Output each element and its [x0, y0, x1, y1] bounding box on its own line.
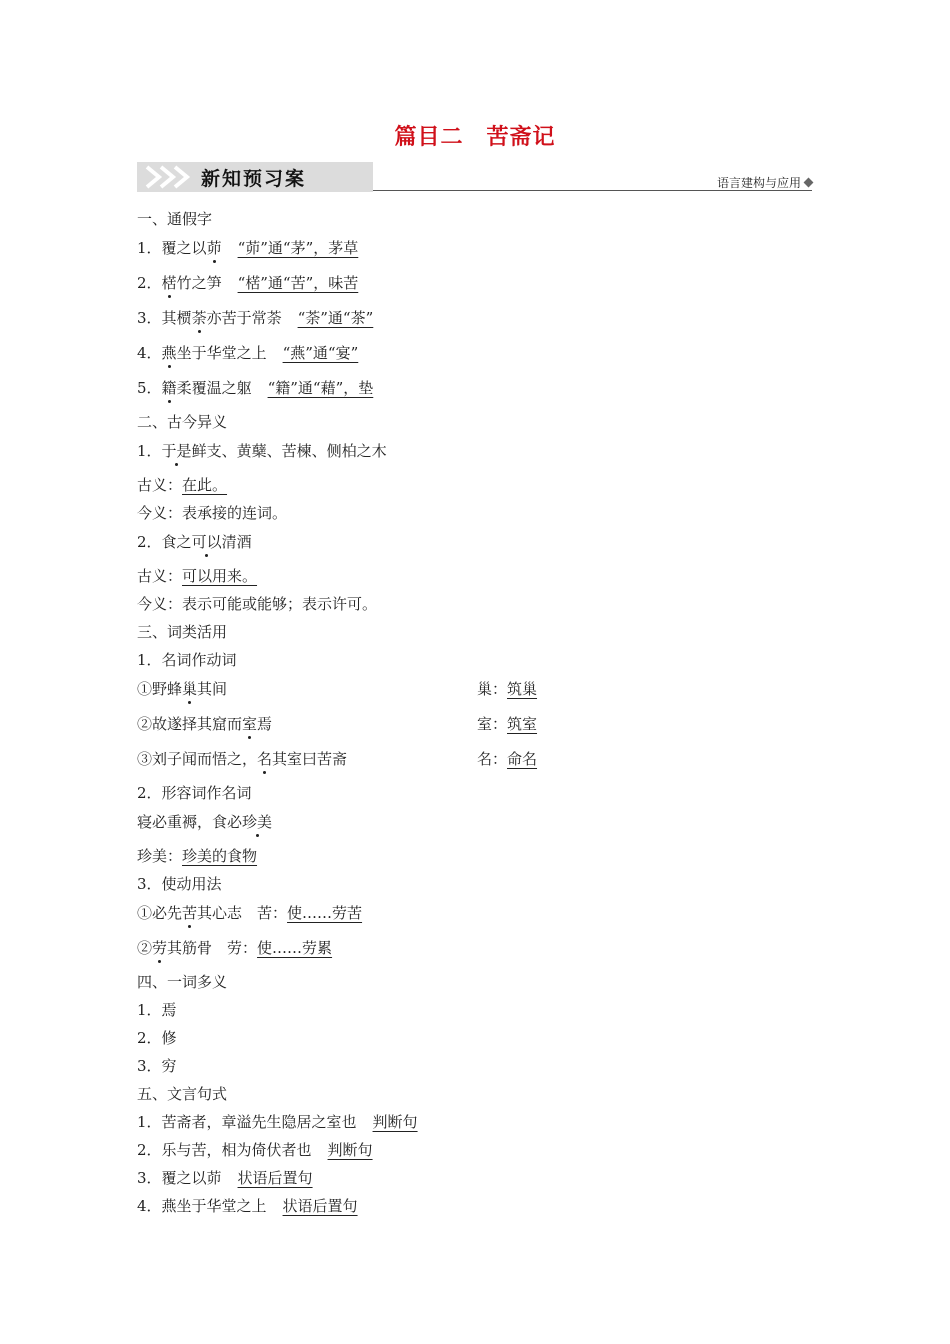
- list-item: [137, 1164, 812, 1192]
- banner-tag-text: 语言建构与应用: [716, 176, 801, 190]
- meaning-label: 古义：: [137, 567, 183, 585]
- list-item: [137, 527, 812, 562]
- list-item: [137, 709, 812, 744]
- item-number: 1．: [137, 239, 162, 257]
- list-item: [137, 268, 812, 303]
- dotted-word: 茆: [206, 239, 222, 257]
- answer-column: [477, 744, 537, 774]
- item-text: 4．燕坐于华堂之上: [137, 1197, 267, 1215]
- item-text: 其槚: [161, 309, 192, 327]
- item-text: ①野蜂: [137, 680, 183, 698]
- dotted-word: 可以: [191, 533, 222, 551]
- diamond-icon: [804, 178, 814, 188]
- item-text: 2．乐与苦，相为倚伏者也: [137, 1141, 312, 1159]
- list-item: [137, 373, 812, 408]
- answer: “荼”通“茶”: [297, 309, 374, 327]
- list-item: [137, 233, 812, 268]
- answer-column: [477, 709, 537, 739]
- meaning-label: 古义：: [137, 476, 183, 494]
- section-heading: 三、词类活用: [137, 623, 228, 641]
- answer-label: 名：: [477, 750, 508, 768]
- item-number: 1．: [137, 442, 162, 460]
- item-text: 焉: [257, 715, 273, 733]
- list-item: [137, 744, 812, 779]
- dotted-word: 苦: [182, 904, 198, 922]
- answer-column: [477, 674, 537, 704]
- answer: 命名: [507, 750, 538, 768]
- dotted-word: 楛: [161, 274, 177, 292]
- item-text: 鲜支、黄蘖、苦楝、侧柏之木: [191, 442, 387, 460]
- item-text: 寝必重褥，食必: [137, 813, 243, 831]
- item-text: 其室曰苦斋: [272, 750, 348, 768]
- item-text: 3．覆之以茆: [137, 1169, 222, 1187]
- dotted-word: 室: [242, 715, 258, 733]
- item-number: 5．: [137, 379, 162, 397]
- meaning-line: 今义：表承接的连词。: [137, 504, 288, 522]
- list-item: [137, 338, 812, 373]
- section-heading: 五、文言句式: [137, 1085, 228, 1103]
- section-banner: [137, 160, 812, 194]
- answer: “燕”通“宴”: [282, 344, 359, 362]
- answer: 筑巢: [507, 680, 538, 698]
- meaning-line: [137, 842, 812, 870]
- answer-label: 珍美：: [137, 847, 183, 865]
- list-item: [137, 1108, 812, 1136]
- dotted-word: 燕: [161, 344, 177, 362]
- list-item: [137, 807, 812, 842]
- answer: 使……劳苦: [287, 904, 363, 922]
- answer: 筑室: [507, 715, 538, 733]
- item-text: ②: [137, 939, 153, 957]
- item-text: 食之: [161, 533, 192, 551]
- list-item: [137, 1136, 812, 1164]
- dotted-word: 籍: [161, 379, 177, 397]
- list-item: [137, 674, 812, 709]
- answer: 可以用来。: [182, 567, 258, 585]
- banner-tag: [717, 174, 812, 191]
- section-heading: 二、古今异义: [137, 413, 228, 431]
- list-item: 3．穷: [137, 1057, 177, 1075]
- item-number: 3．: [137, 309, 162, 327]
- item-text: 覆之以: [161, 239, 207, 257]
- item-text: 清酒: [221, 533, 252, 551]
- answer-label: 室：: [477, 715, 508, 733]
- dotted-word: 珍美: [242, 813, 273, 831]
- list-item: [137, 1192, 812, 1220]
- answer: 状语后置句: [282, 1197, 358, 1215]
- section-heading: 一、通假字: [137, 210, 213, 228]
- list-item: [137, 898, 812, 933]
- banner-label: 新知预习案: [201, 168, 307, 190]
- dotted-word: 劳: [152, 939, 168, 957]
- dotted-word: 名: [257, 750, 273, 768]
- meaning-line: [137, 562, 812, 590]
- dotted-word: 于是: [161, 442, 192, 460]
- item-text: ①必先: [137, 904, 183, 922]
- banner-box: [137, 162, 373, 192]
- item-text: 其筋骨 劳：: [167, 939, 258, 957]
- answer: 使……劳累: [257, 939, 333, 957]
- chevron-arrows-icon: [143, 165, 195, 189]
- list-item: [137, 303, 812, 338]
- answer: “茆”通“茅”，茅草: [237, 239, 359, 257]
- answer-label: 巢：: [477, 680, 508, 698]
- list-item: [137, 933, 812, 968]
- item-text: ③刘子闻而悟之，: [137, 750, 258, 768]
- item-number: 2．: [137, 274, 162, 292]
- content: [137, 205, 812, 1220]
- item-text: 1．苦斋者，章溢先生隐居之室也: [137, 1113, 357, 1131]
- sub-heading: 1．名词作动词: [137, 651, 237, 669]
- page-title: 篇目二 苦斋记: [394, 125, 556, 150]
- answer: “楛”通“苦”，味苦: [237, 274, 359, 292]
- list-item: [137, 436, 812, 471]
- sub-heading: 2．形容词作名词: [137, 784, 252, 802]
- list-item: 2．修: [137, 1029, 177, 1047]
- meaning-line: 今义：表示可能或能够；表示许可。: [137, 595, 378, 613]
- answer: 判断句: [327, 1141, 373, 1159]
- item-text: 柔覆温之躯: [176, 379, 252, 397]
- section-heading: 四、一词多义: [137, 973, 228, 991]
- item-text: 亦苦于常荼: [206, 309, 282, 327]
- item-number: 2．: [137, 533, 162, 551]
- answer: “籍”通“藉”，垫: [267, 379, 374, 397]
- sub-heading: 3．使动用法: [137, 875, 222, 893]
- item-number: 4．: [137, 344, 162, 362]
- answer: 在此。: [182, 476, 228, 494]
- item-text: ②故遂择其窟而: [137, 715, 243, 733]
- dotted-word: 荼: [191, 309, 207, 327]
- item-text: 坐于华堂之上: [176, 344, 267, 362]
- item-text: 其间: [197, 680, 228, 698]
- meaning-line: [137, 471, 812, 499]
- answer: 判断句: [372, 1113, 418, 1131]
- dotted-word: 巢: [182, 680, 198, 698]
- answer: 状语后置句: [237, 1169, 313, 1187]
- item-text: 竹之笋: [176, 274, 222, 292]
- answer: 珍美的食物: [182, 847, 258, 865]
- item-text: 其心志 苦：: [197, 904, 288, 922]
- list-item: 1．焉: [137, 1001, 177, 1019]
